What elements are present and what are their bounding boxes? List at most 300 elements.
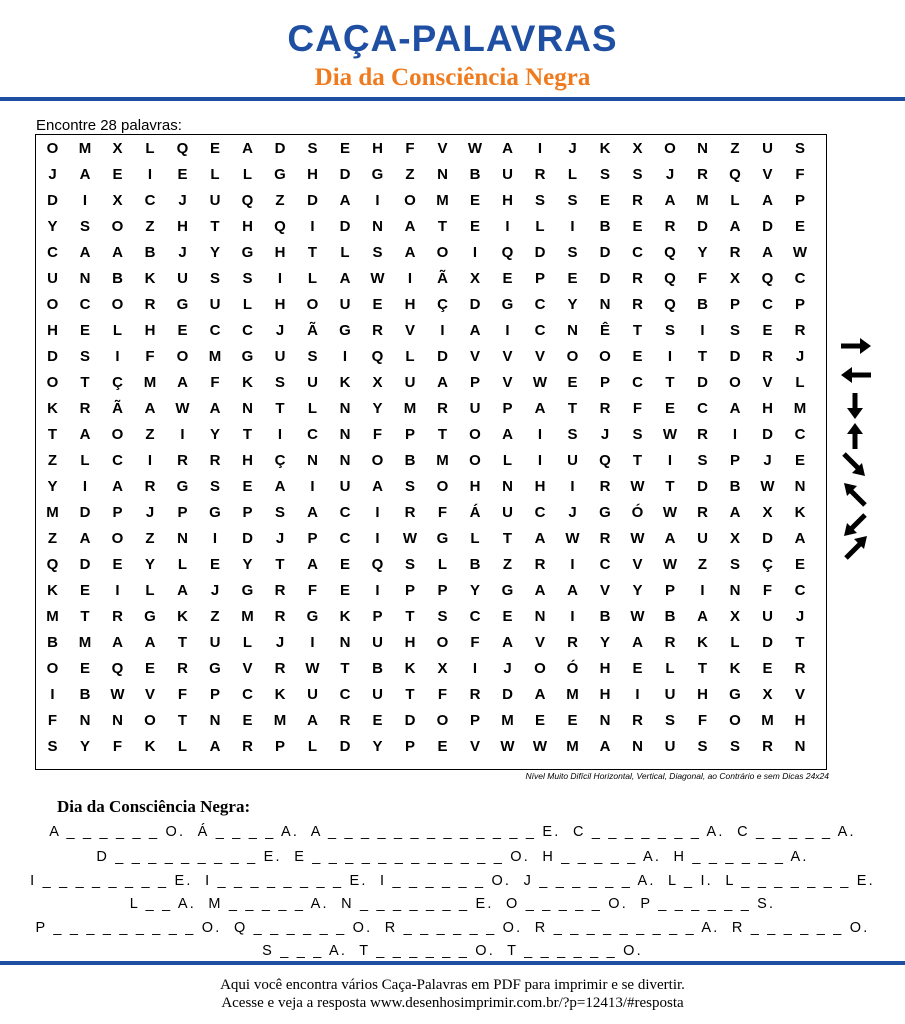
grid-row	[36, 526, 826, 552]
grid-cell: U	[404, 374, 416, 391]
grid-cell: D	[534, 244, 546, 261]
grid-cell: U	[307, 686, 318, 703]
grid-cell: Z	[275, 192, 285, 209]
grid-cell: E	[437, 738, 448, 755]
grid-cell: O	[664, 140, 676, 157]
grid-cell: I	[310, 218, 315, 235]
grid-cell: A	[177, 374, 188, 391]
grid-cell: M	[436, 452, 449, 469]
grid-cell: W	[760, 478, 775, 495]
grid-row	[36, 162, 826, 188]
grid-cell: E	[794, 218, 805, 235]
grid-cell: F	[470, 634, 480, 651]
grid-cell: T	[242, 426, 253, 443]
grid-cell: Y	[599, 634, 610, 651]
grid-cell: P	[599, 374, 610, 391]
grid-cell: Q	[241, 192, 254, 209]
grid-cell: S	[274, 504, 285, 521]
grid-cell: U	[664, 686, 676, 703]
grid-cell: C	[794, 582, 806, 599]
grid-cell: D	[274, 140, 286, 157]
grid-cell: E	[762, 322, 773, 339]
grid-cell: T	[307, 244, 318, 261]
grid-cell: N	[339, 400, 351, 417]
grid-cell: S	[567, 244, 578, 261]
grid-cell: R	[404, 504, 416, 521]
grid-cell: R	[599, 530, 611, 547]
grid-cell: W	[402, 530, 418, 547]
grid-cell: R	[372, 322, 383, 339]
grid-cell: P	[534, 270, 545, 287]
grid-cell: Y	[372, 738, 383, 755]
grid-cell: D	[762, 218, 773, 235]
grid-cell: A	[274, 478, 286, 495]
grid-cell: M	[143, 374, 157, 391]
grid-cell: O	[729, 374, 741, 391]
grid-row	[36, 656, 826, 682]
grid-cell: Y	[469, 582, 480, 599]
grid-cell: Y	[242, 556, 253, 573]
grid-cell: E	[794, 452, 805, 469]
grid-cell: R	[274, 582, 286, 599]
grid-cell: L	[535, 218, 545, 235]
grid-cell: C	[144, 192, 156, 209]
grid-cell: C	[112, 452, 123, 469]
grid-cell: Z	[145, 218, 155, 235]
grid-row	[36, 682, 826, 708]
grid-cell: A	[112, 244, 123, 261]
grid-cell: E	[209, 140, 220, 157]
grid-cell: S	[599, 166, 610, 183]
grid-cell: R	[437, 400, 448, 417]
grid-cell: T	[80, 374, 90, 391]
grid-cell: R	[762, 738, 773, 755]
grid-cell: P	[274, 738, 285, 755]
grid-cell: D	[762, 634, 773, 651]
grid-cell: S	[209, 478, 220, 495]
grid-cell: A	[729, 504, 741, 521]
grid-cell: T	[340, 660, 350, 677]
grid-cell: R	[567, 634, 578, 651]
grid-cell: O	[436, 244, 449, 261]
grid-row	[36, 630, 826, 656]
grid-cell: Y	[144, 556, 155, 573]
grid-cell: T	[502, 530, 513, 547]
grid-cell: X	[112, 140, 123, 157]
grid-row	[36, 604, 826, 630]
grid-cell: E	[112, 556, 123, 573]
grid-cell: G	[209, 504, 221, 521]
grid-cell: R	[697, 426, 708, 443]
grid-cell: E	[534, 712, 545, 729]
grid-cell: Z	[697, 556, 708, 573]
grid-cell: D	[339, 738, 351, 755]
grid-cell: M	[696, 192, 709, 209]
grid-cell: Q	[371, 556, 384, 573]
grid-cell: Z	[47, 530, 58, 547]
grid-row	[36, 240, 826, 266]
grid-cell: N	[794, 478, 806, 495]
grid-cell: N	[697, 140, 708, 157]
grid-cell: D	[697, 478, 708, 495]
word-list-line: A _ _ _ _ _ _ O. Á _ _ _ _ A. A _ _ _ _ _ _ _ _ _ _ _ _ _ E. C _ _ _ _ _ _ _ A. C _ _ _ _ _ A.	[49, 824, 856, 840]
grid-cell: Z	[145, 426, 155, 443]
grid-cell: O	[534, 660, 546, 677]
grid-cell: J	[178, 192, 187, 209]
grid-cell: B	[144, 244, 156, 261]
grid-cell: I	[667, 452, 673, 469]
grid-cell: L	[242, 634, 253, 651]
grid-cell: U	[274, 348, 286, 365]
grid-cell: A	[437, 374, 448, 391]
grid-row	[36, 422, 826, 448]
grid-cell: W	[110, 686, 125, 703]
grid-cell: S	[729, 322, 740, 339]
grid-cell: E	[632, 218, 643, 235]
grid-cell: I	[570, 608, 575, 625]
grid-cell: R	[632, 296, 643, 313]
grid-cell: C	[632, 244, 643, 261]
grid-cell: X	[729, 530, 740, 547]
grid-cell: Y	[567, 296, 578, 313]
grid-cell: Q	[599, 452, 611, 469]
grid-cell: D	[47, 348, 58, 365]
grid-cell: Q	[664, 244, 676, 261]
grid-cell: K	[274, 686, 286, 703]
grid-cell: C	[794, 270, 806, 287]
grid-cell: C	[469, 608, 481, 625]
grid-cell: N	[339, 452, 351, 469]
grid-cell: U	[664, 738, 676, 755]
grid-cell: T	[665, 478, 675, 495]
grid-row	[36, 370, 826, 396]
grid-cell: N	[534, 608, 546, 625]
grid-cell: H	[534, 478, 546, 495]
grid-cell: P	[209, 686, 220, 703]
grid-cell: E	[632, 348, 643, 365]
grid-cell: Z	[47, 452, 58, 469]
grid-cell: P	[404, 426, 415, 443]
grid-cell: I	[277, 426, 283, 443]
grid-cell: F	[437, 504, 448, 521]
grid-cell: I	[732, 426, 738, 443]
grid-cell: K	[144, 738, 156, 755]
grid-cell: F	[405, 140, 415, 157]
grid-cell: R	[144, 478, 156, 495]
grid-cell: O	[111, 218, 124, 235]
grid-cell: L	[177, 556, 188, 573]
grid-cell: P	[307, 530, 318, 547]
grid-cell: Q	[761, 270, 774, 287]
arrow-left-icon	[841, 367, 871, 383]
grid-cell: I	[82, 478, 88, 495]
difficulty-note: Nível Muito Difícil Horizontal, Vertical, Diagonal, ao Contrário e sem Dicas 24x24	[525, 771, 829, 781]
grid-cell: Q	[111, 660, 124, 677]
grid-cell: X	[762, 504, 773, 521]
grid-cell: R	[599, 478, 611, 495]
footer-link-text[interactable]: Acesse e veja a resposta www.desenhosimprimir.com.br/?p=12413/#resposta	[221, 995, 684, 1011]
grid-cell: D	[404, 712, 416, 729]
grid-cell: W	[565, 530, 580, 547]
grid-cell: V	[762, 166, 773, 183]
grid-cell: I	[147, 452, 153, 469]
grid-cell: R	[794, 660, 806, 677]
grid-cell: I	[570, 556, 575, 573]
grid-cell: M	[566, 686, 579, 703]
grid-cell: N	[112, 712, 123, 729]
grid-cell: H	[274, 296, 286, 313]
grid-cell: C	[209, 322, 221, 339]
grid-cell: G	[209, 660, 221, 677]
grid-cell: F	[177, 686, 188, 703]
grid-cell: E	[79, 660, 90, 677]
grid-cell: R	[274, 608, 286, 625]
grid-cell: I	[667, 348, 673, 365]
grid-cell: B	[469, 556, 481, 573]
grid-cell: R	[697, 166, 708, 183]
grid-cell: S	[274, 374, 285, 391]
grid-cell: G	[306, 608, 319, 625]
grid-cell: S	[47, 738, 58, 755]
grid-cell: B	[599, 608, 611, 625]
grid-cell: B	[79, 686, 91, 703]
word-list-line: L _ _ A. M _ _ _ _ _ A. N _ _ _ _ _ _ _ E. O _ _ _ _ _ O. P _ _ _ _ _ _ S.	[129, 896, 776, 912]
grid-cell: H	[177, 218, 188, 235]
grid-cell: H	[404, 634, 416, 651]
grid-cell: P	[469, 712, 480, 729]
grid-cell: I	[472, 660, 478, 677]
grid-cell: E	[372, 712, 383, 729]
grid-cell: N	[567, 322, 578, 339]
word-list-line: P _ _ _ _ _ _ _ _ _ O. Q _ _ _ _ _ _ O. R _ _ _ _ _ _ O. R _ _ _ _ _ _ _ _ _ A. R _ _ _ _ _ _ O.	[35, 920, 870, 936]
grid-cell: A	[307, 712, 318, 729]
grid-cell: N	[437, 166, 448, 183]
grid-cell: A	[502, 140, 513, 157]
arrow-down-left-icon	[844, 515, 865, 536]
grid-cell: P	[729, 296, 740, 313]
grid-cell: Ã	[437, 270, 448, 287]
grid-cell: Ó	[566, 660, 579, 677]
grid-cell: W	[792, 244, 808, 261]
grid-cell: I	[375, 582, 380, 599]
instructions: Encontre 28 palavras:	[36, 117, 182, 134]
grid-cell: W	[370, 270, 385, 287]
grid-cell: A	[762, 192, 773, 209]
grid-cell: K	[794, 504, 806, 521]
grid-cell: T	[210, 218, 220, 235]
grid-cell: Z	[145, 530, 155, 547]
grid-cell: I	[310, 634, 315, 651]
grid-cell: Q	[176, 140, 189, 157]
grid-cell: O	[436, 712, 449, 729]
grid-cell: R	[79, 400, 91, 417]
grid-cell: U	[339, 296, 351, 313]
grid-row	[36, 708, 826, 734]
grid-cell: V	[502, 374, 513, 391]
grid-cell: D	[469, 296, 481, 313]
arrow-up-left-icon	[844, 483, 865, 505]
word-list-line: S _ _ _ A. T _ _ _ _ _ _ O. T _ _ _ _ _ _ O.	[262, 943, 643, 959]
grid-cell: S	[664, 712, 675, 729]
grid-cell: O	[436, 634, 449, 651]
grid-cell: U	[339, 478, 351, 495]
grid-cell: M	[78, 634, 92, 651]
grid-cell: G	[729, 686, 741, 703]
grid-cell: A	[794, 530, 806, 547]
grid-cell: K	[599, 140, 611, 157]
grid-cell: H	[502, 192, 513, 209]
grid-cell: Z	[730, 140, 740, 157]
grid-cell: V	[794, 686, 805, 703]
grid-cell: S	[79, 218, 90, 235]
grid-cell: Q	[274, 218, 286, 235]
grid-cell: T	[177, 712, 188, 729]
page-subtitle: Dia da Consciência Negra	[314, 64, 591, 91]
grid-cell: I	[440, 322, 445, 339]
grid-cell: K	[144, 270, 156, 287]
grid-cell: V	[437, 140, 448, 157]
grid-cell: T	[697, 348, 708, 365]
grid-cell: S	[404, 478, 415, 495]
grid-cell: I	[212, 530, 218, 547]
direction-legend	[838, 335, 874, 565]
grid-cell: I	[537, 140, 543, 157]
grid-cell: H	[469, 478, 481, 495]
grid-cell: S	[567, 192, 578, 209]
grid-cell: X	[762, 686, 773, 703]
arrow-right-icon	[841, 338, 871, 354]
grid-cell: S	[664, 322, 675, 339]
grid-cell: A	[567, 582, 578, 599]
grid-row	[36, 344, 826, 370]
grid-cell: O	[436, 478, 449, 495]
grid-cell: O	[566, 348, 579, 365]
top-divider	[0, 97, 905, 101]
grid-cell: B	[729, 478, 741, 495]
grid-cell: C	[339, 530, 351, 547]
grid-cell: F	[697, 270, 708, 287]
grid-cell: G	[371, 166, 384, 183]
grid-cell: R	[729, 244, 741, 261]
grid-cell: X	[729, 270, 740, 287]
grid-cell: T	[405, 686, 415, 703]
grid-cell: K	[47, 400, 58, 417]
grid-cell: Y	[632, 582, 643, 599]
grid-cell: D	[79, 504, 91, 521]
grid-cell: N	[599, 712, 611, 729]
grid-cell: P	[469, 374, 480, 391]
grid-cell: T	[47, 426, 58, 443]
grid-cell: F	[47, 712, 58, 729]
grid-cell: A	[534, 400, 546, 417]
grid-cell: T	[275, 556, 285, 573]
grid-cell: F	[437, 686, 448, 703]
grid-cell: W	[532, 738, 548, 755]
grid-cell: A	[209, 738, 221, 755]
grid-cell: I	[115, 582, 120, 599]
grid-cell: A	[599, 738, 611, 755]
grid-cell: T	[437, 426, 448, 443]
grid-cell: M	[566, 738, 579, 755]
grid-row	[36, 136, 826, 162]
grid-cell: N	[632, 738, 643, 755]
grid-cell: Q	[501, 244, 514, 261]
grid-cell: C	[762, 296, 773, 313]
grid-cell: C	[339, 504, 351, 521]
grid-cell: C	[242, 322, 253, 339]
grid-cell: T	[697, 660, 708, 677]
grid-cell: G	[241, 348, 254, 365]
grid-cell: E	[469, 218, 480, 235]
grid-cell: E	[794, 556, 805, 573]
grid-cell: D	[339, 166, 351, 183]
grid-cell: B	[469, 166, 481, 183]
grid-cell: T	[80, 608, 90, 625]
grid-cell: J	[178, 244, 187, 261]
grid-cell: E	[567, 374, 578, 391]
grid-cell: O	[371, 452, 384, 469]
grid-cell: J	[795, 348, 805, 365]
grid-cell: U	[697, 530, 708, 547]
grid-cell: A	[177, 582, 188, 599]
grid-cell: Z	[210, 608, 220, 625]
grid-cell: Y	[372, 400, 383, 417]
grid-cell: R	[599, 400, 611, 417]
grid-cell: I	[50, 686, 55, 703]
grid-cell: J	[145, 504, 155, 521]
grid-cell: A	[404, 218, 416, 235]
grid-cell: B	[372, 660, 383, 677]
grid-cell: S	[729, 738, 740, 755]
grid-cell: A	[762, 244, 773, 261]
grid-cell: R	[469, 686, 481, 703]
grid-cell: V	[599, 582, 610, 599]
grid-cell: U	[177, 270, 188, 287]
grid-cell: J	[275, 530, 285, 547]
grid-cell: N	[502, 478, 513, 495]
grid-cell: C	[632, 374, 643, 391]
grid-cell: S	[79, 348, 90, 365]
grid-cell: K	[697, 634, 708, 651]
grid-cell: I	[505, 322, 510, 339]
grid-row	[36, 396, 826, 422]
grid-cell: R	[632, 270, 643, 287]
grid-cell: D	[47, 192, 58, 209]
grid-cell: E	[567, 712, 578, 729]
grid-cell: O	[111, 530, 124, 547]
grid-cell: U	[209, 634, 221, 651]
grid-cell: I	[570, 218, 575, 235]
grid-cell: F	[697, 712, 708, 729]
grid-cell: S	[697, 452, 708, 469]
arrow-up-icon	[847, 423, 863, 449]
grid-cell: Y	[209, 426, 220, 443]
grid-row	[36, 266, 826, 292]
grid-cell: E	[502, 608, 513, 625]
grid-cell: H	[599, 686, 611, 703]
grid-cell: L	[730, 192, 740, 209]
grid-cell: I	[537, 426, 543, 443]
grid-row	[36, 552, 826, 578]
grid-cell: I	[82, 192, 88, 209]
grid-cell: W	[662, 556, 678, 573]
grid-cell: W	[467, 140, 483, 157]
grid-cell: O	[46, 374, 59, 391]
grid-cell: W	[630, 530, 645, 547]
grid-cell: E	[177, 166, 188, 183]
grid-row	[36, 500, 826, 526]
grid-cell: Y	[79, 738, 90, 755]
